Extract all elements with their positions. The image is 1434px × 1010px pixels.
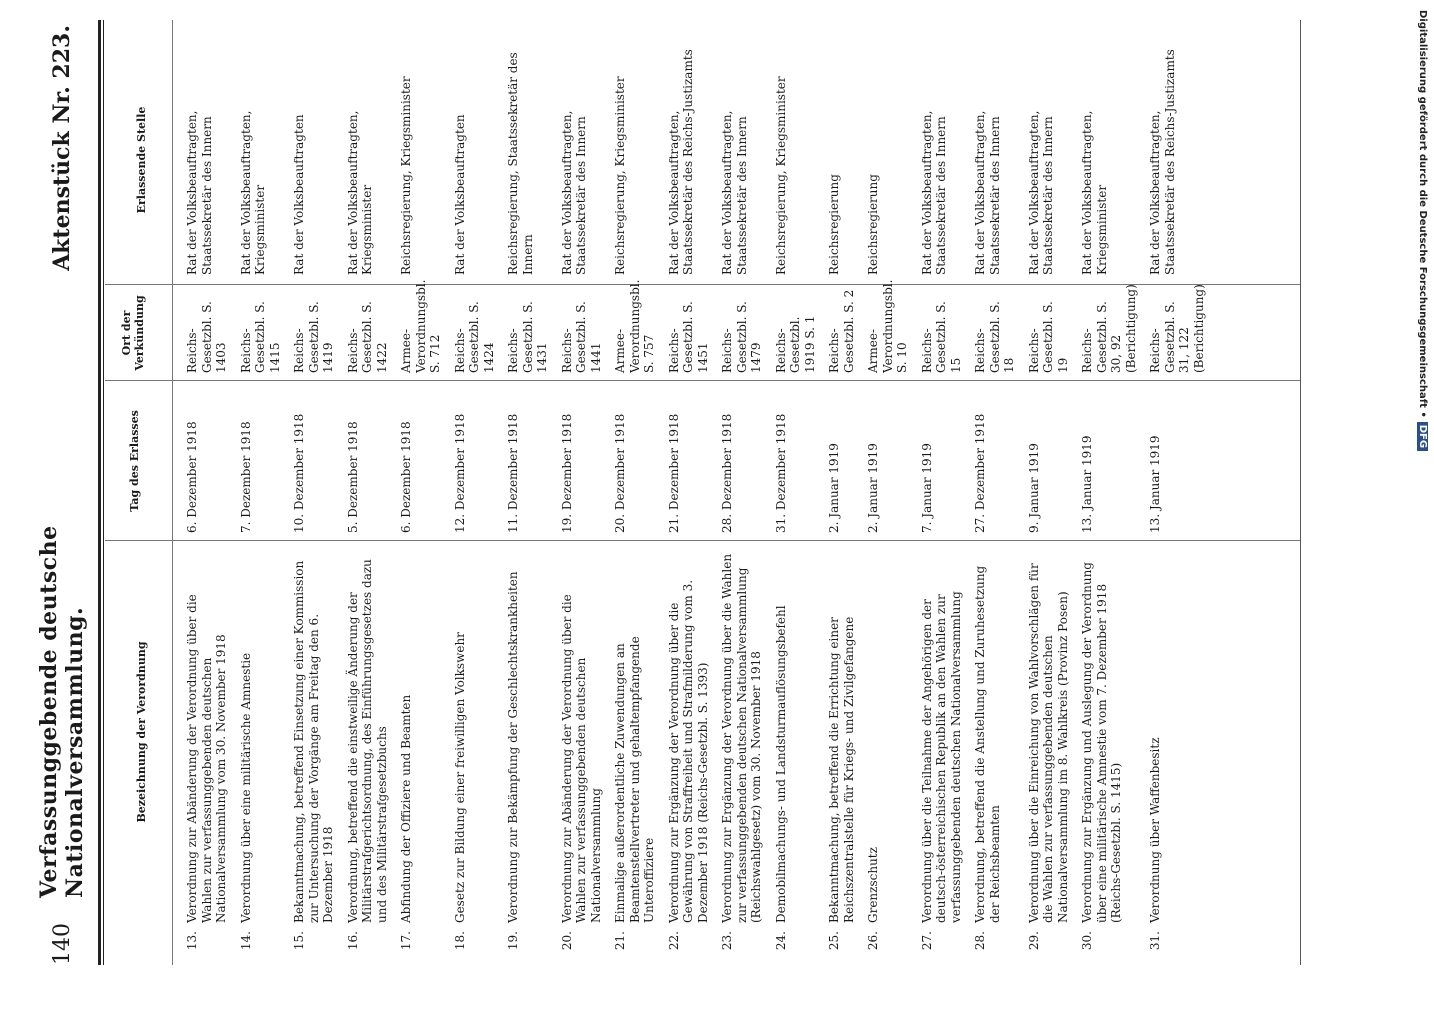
row-number: 20. bbox=[559, 931, 574, 951]
table-row bbox=[1027, 20, 1071, 965]
row-ort: Reichs-Gesetzbl. S. 1403 bbox=[185, 301, 228, 373]
row-number: 31. bbox=[1148, 931, 1162, 951]
row-stelle: Reichsregierung, Kriegsminister bbox=[613, 76, 627, 275]
row-number: 23. bbox=[720, 931, 734, 951]
row-date: 7. Dezember 1918 bbox=[238, 421, 253, 533]
digitization-text: Digitalisierung gefördert durch die Deutsche Forschungsgemeinschaft • bbox=[1417, 10, 1428, 418]
row-stelle: Reichsregierung bbox=[827, 174, 841, 275]
row-date: 2. Januar 1919 bbox=[866, 443, 880, 533]
page-number: 140 bbox=[49, 923, 75, 965]
aktenstueck-number: Aktenstück Nr. 223. bbox=[49, 25, 75, 271]
row-title: Verordnung über die Teilnahme der Angehörigen der deutsch-österreichischen Republik an den Wahlen zur verfassunggebenden deutschen Nationalversammlung bbox=[919, 591, 963, 923]
row-title: Verordnung zur Abänderung der Verordnung über die Wahlen zur verfassunggebenden deutschen Nationalversammlung bbox=[559, 594, 603, 923]
row-date: 31. Dezember 1918 bbox=[773, 413, 788, 533]
table-row bbox=[720, 20, 764, 965]
table-row bbox=[866, 20, 910, 965]
row-stelle: Rat der Volksbeauftragten, Kriegsminister bbox=[1080, 110, 1109, 275]
row-date: 11. Dezember 1918 bbox=[506, 413, 520, 533]
table-row bbox=[346, 20, 390, 965]
row-stelle: Reichsregierung bbox=[866, 174, 880, 275]
row-ort: Reichs-Gesetzbl. S. 1441 bbox=[559, 301, 603, 373]
row-title: Verordnung über Waffenbesitz bbox=[1148, 737, 1162, 923]
table-row bbox=[399, 20, 443, 965]
row-title: Verordnung zur Abänderung der Verordnung über die Wahlen zur verfassunggebenden deutschen Nationalversammlung vom 30. November 1918 bbox=[185, 594, 228, 923]
row-ort: Reichs-Gesetzbl. S. 30, 92 (Berichtigung) bbox=[1080, 284, 1138, 373]
row-number: 28. bbox=[973, 931, 987, 951]
table-row bbox=[1080, 20, 1138, 965]
row-number: 14. bbox=[238, 931, 253, 951]
row-number: 18. bbox=[452, 931, 467, 951]
row-date: 20. Dezember 1918 bbox=[613, 413, 627, 533]
row-stelle: Rat der Volksbeauftragten, Kriegsminister bbox=[238, 110, 267, 275]
row-title: Verordnung, betreffend die Anstellung und Zuruhesetzung der Reichsbeamten bbox=[973, 565, 1002, 923]
table-row bbox=[774, 20, 818, 965]
row-number: 15. bbox=[292, 931, 306, 951]
row-date: 5. Dezember 1918 bbox=[345, 421, 360, 533]
row-date: 13. Januar 1919 bbox=[1080, 435, 1094, 533]
row-date: 6. Dezember 1918 bbox=[185, 421, 199, 533]
row-ort: Reichs-Gesetzbl. S. 2 bbox=[827, 289, 856, 373]
row-title: Einmalige außerordentliche Zuwendungen an Beamtenstellvertreter und gehaltempfangende Unteroffiziere bbox=[613, 636, 656, 923]
table-row bbox=[239, 20, 283, 965]
row-date: 6. Dezember 1918 bbox=[399, 421, 413, 533]
row-stelle: Rat der Volksbeauftragten, Staatssekretär des Innern bbox=[185, 110, 214, 275]
table-body bbox=[185, 20, 1216, 965]
table-row bbox=[827, 20, 856, 965]
table-row bbox=[560, 20, 604, 965]
row-stelle: Rat der Volksbeauftragten, Staatssekretär des Innern bbox=[559, 110, 588, 275]
row-title: Bekanntmachung, betreffend die Errichtung einer Reichszentralstelle für Kriegs- und Zivilgefangene bbox=[827, 616, 856, 923]
row-ort: Reichs-Gesetzbl. S. 1415 bbox=[238, 301, 282, 373]
row-stelle: Reichsregierung, Staatssekretär des Innern bbox=[506, 52, 535, 275]
row-ort: Reichs-Gesetzbl. S. 15 bbox=[919, 301, 963, 373]
table-row bbox=[506, 20, 550, 965]
table-row bbox=[1148, 20, 1206, 965]
row-ort: Reichs-Gesetzbl. S. 1422 bbox=[345, 301, 389, 373]
row-ort: Armee-Verordnungsbl. S. 757 bbox=[613, 279, 656, 373]
table-row bbox=[667, 20, 711, 965]
row-title: Abfindung der Offiziere und Beamten bbox=[399, 694, 413, 923]
row-ort: Armee-Verordnungsbl. S. 10 bbox=[866, 279, 909, 373]
row-number: 25. bbox=[827, 931, 841, 951]
page-title: Verfassunggebende deutsche Nationalversammlung. bbox=[36, 525, 88, 898]
row-stelle: Reichsregierung, Kriegsminister bbox=[399, 76, 413, 275]
table-row bbox=[613, 20, 657, 965]
row-date: 21. Dezember 1918 bbox=[666, 413, 681, 533]
row-ort: Reichs-Gesetzbl. 1919 S. 1 bbox=[773, 315, 817, 373]
row-number: 19. bbox=[506, 931, 520, 951]
row-title: Verordnung über eine militärische Amnestie bbox=[238, 652, 253, 923]
row-title: Verordnung über die Einreichung von Wahlvorschlägen für die Wahlen zur verfassunggebenden deutschen Nationalversammlung im 8. Wahlkreis (Provinz Posen) bbox=[1026, 563, 1070, 923]
dfg-logo: DFG bbox=[1417, 422, 1428, 451]
row-ort: Reichs-Gesetzbl. S. 1451 bbox=[666, 301, 710, 373]
row-title: Verordnung zur Ergänzung der Verordnung über die Gewährung von Straffreiheit und Strafmilderung vom 3. Dezember 1918 (Reichs-Gesetzbl. S. 1393) bbox=[666, 579, 710, 923]
column-header-tag: Tag des Erlasses bbox=[128, 410, 141, 512]
row-ort: Reichs-Gesetzbl. S. 1424 bbox=[452, 301, 496, 373]
row-title: Verordnung zur Ergänzung der Verordnung über die Wahlen zur verfassunggebenden deutschen Nationalversammlung (Reichswahlgesetz) vom 30. November 1918 bbox=[720, 553, 763, 923]
row-ort: Armee-Verordnungsbl. S. 712 bbox=[399, 279, 442, 373]
table-row bbox=[973, 20, 1017, 965]
row-stelle: Rat der Volksbeauftragten, Staatssekretär des Innern bbox=[919, 110, 948, 275]
row-stelle: Rat der Volksbeauftragten, Staatssekretär des Innern bbox=[973, 110, 1002, 275]
row-title: Bekanntmachung, betreffend Einsetzung einer Kommission zur Untersuchung der Vorgänge am Freitag den 6. Dezember 1918 bbox=[292, 560, 335, 923]
page-header bbox=[32, 25, 92, 965]
row-date: 2. Januar 1919 bbox=[827, 443, 841, 533]
column-header-bezeichnung: Bezeichnung der Verordnung bbox=[135, 641, 148, 823]
row-title: Grenzschutz bbox=[866, 847, 880, 923]
row-stelle: Rat der Volksbeauftragten, Staatssekretär des Reichs-Justizamts bbox=[666, 49, 695, 275]
row-date: 27. Dezember 1918 bbox=[973, 413, 987, 533]
row-date: 9. Januar 1919 bbox=[1026, 443, 1041, 533]
row-title: Verordnung, betreffend die einstweilige Änderung der Militärstrafgerichtsordnung, des Einführungsgesetzes dazu und des Militärstrafgesetzbuchs bbox=[345, 559, 389, 923]
column-header-ort: Ort der Verkündung bbox=[120, 295, 146, 371]
row-date: 7. Januar 1919 bbox=[919, 443, 934, 533]
row-title: Verordnung zur Bekämpfung der Geschlechtskrankheiten bbox=[506, 571, 520, 923]
column-header-stelle: Erlassende Stelle bbox=[135, 106, 148, 214]
row-ort: Reichs-Gesetzbl. S. 1431 bbox=[506, 301, 549, 373]
row-number: 29. bbox=[1026, 931, 1041, 951]
row-title: Gesetz zur Bildung einer freiwilligen Volkswehr bbox=[452, 632, 467, 923]
row-ort: Reichs-Gesetzbl. S. 31, 122 (Berichtigung) bbox=[1148, 284, 1206, 373]
row-ort: Reichs-Gesetzbl. S. 1479 bbox=[720, 301, 763, 373]
row-number: 17. bbox=[399, 931, 413, 951]
table-row bbox=[185, 20, 229, 965]
row-stelle: Rat der Volksbeauftragten bbox=[452, 114, 467, 275]
row-number: 26. bbox=[866, 931, 880, 951]
row-title: Demobilmachungs- und Landsturmauflösungsbefehl bbox=[773, 605, 788, 923]
row-date: 19. Dezember 1918 bbox=[559, 413, 574, 533]
row-date: 12. Dezember 1918 bbox=[452, 413, 467, 533]
row-number: 22. bbox=[666, 931, 681, 951]
row-stelle: Rat der Volksbeauftragten bbox=[292, 114, 306, 275]
row-title: Verordnung zur Ergänzung und Auslegung der Verordnung über eine militärische Amnestie vom 7. Dezember 1918 (Reichs-Gesetzbl. S. 1415) bbox=[1080, 562, 1123, 923]
row-date: 13. Januar 1919 bbox=[1148, 435, 1162, 533]
bottom-rule bbox=[1300, 20, 1301, 965]
row-number: 16. bbox=[345, 931, 360, 951]
column-header-rule bbox=[172, 20, 173, 965]
row-number: 21. bbox=[613, 931, 627, 951]
row-stelle: Reichsregierung, Kriegsminister bbox=[773, 76, 788, 275]
row-stelle: Rat der Volksbeauftragten, Staatssekretär des Reichs-Justizamts bbox=[1148, 49, 1177, 275]
row-ort: Reichs-Gesetzbl. S. 19 bbox=[1026, 301, 1070, 373]
row-number: 24. bbox=[773, 931, 788, 951]
row-number: 30. bbox=[1080, 931, 1094, 951]
row-stelle: Rat der Volksbeauftragten, Staatssekretär des Innern bbox=[1026, 110, 1055, 275]
row-date: 28. Dezember 1918 bbox=[720, 413, 734, 533]
header-rule bbox=[98, 20, 101, 965]
row-ort: Reichs-Gesetzbl. S. 18 bbox=[973, 301, 1016, 373]
row-number: 27. bbox=[919, 931, 934, 951]
table-row bbox=[920, 20, 964, 965]
row-stelle: Rat der Volksbeauftragten, Staatssekretär des Innern bbox=[720, 110, 749, 275]
row-ort: Reichs-Gesetzbl. S. 1419 bbox=[292, 301, 335, 373]
digitization-note bbox=[1417, 10, 1428, 1010]
header-rule-thin bbox=[103, 20, 104, 965]
table-row bbox=[453, 20, 497, 965]
row-number: 13. bbox=[185, 931, 199, 951]
row-stelle: Rat der Volksbeauftragten, Kriegsminister bbox=[345, 110, 374, 275]
table-row bbox=[292, 20, 336, 965]
row-date: 10. Dezember 1918 bbox=[292, 413, 306, 533]
